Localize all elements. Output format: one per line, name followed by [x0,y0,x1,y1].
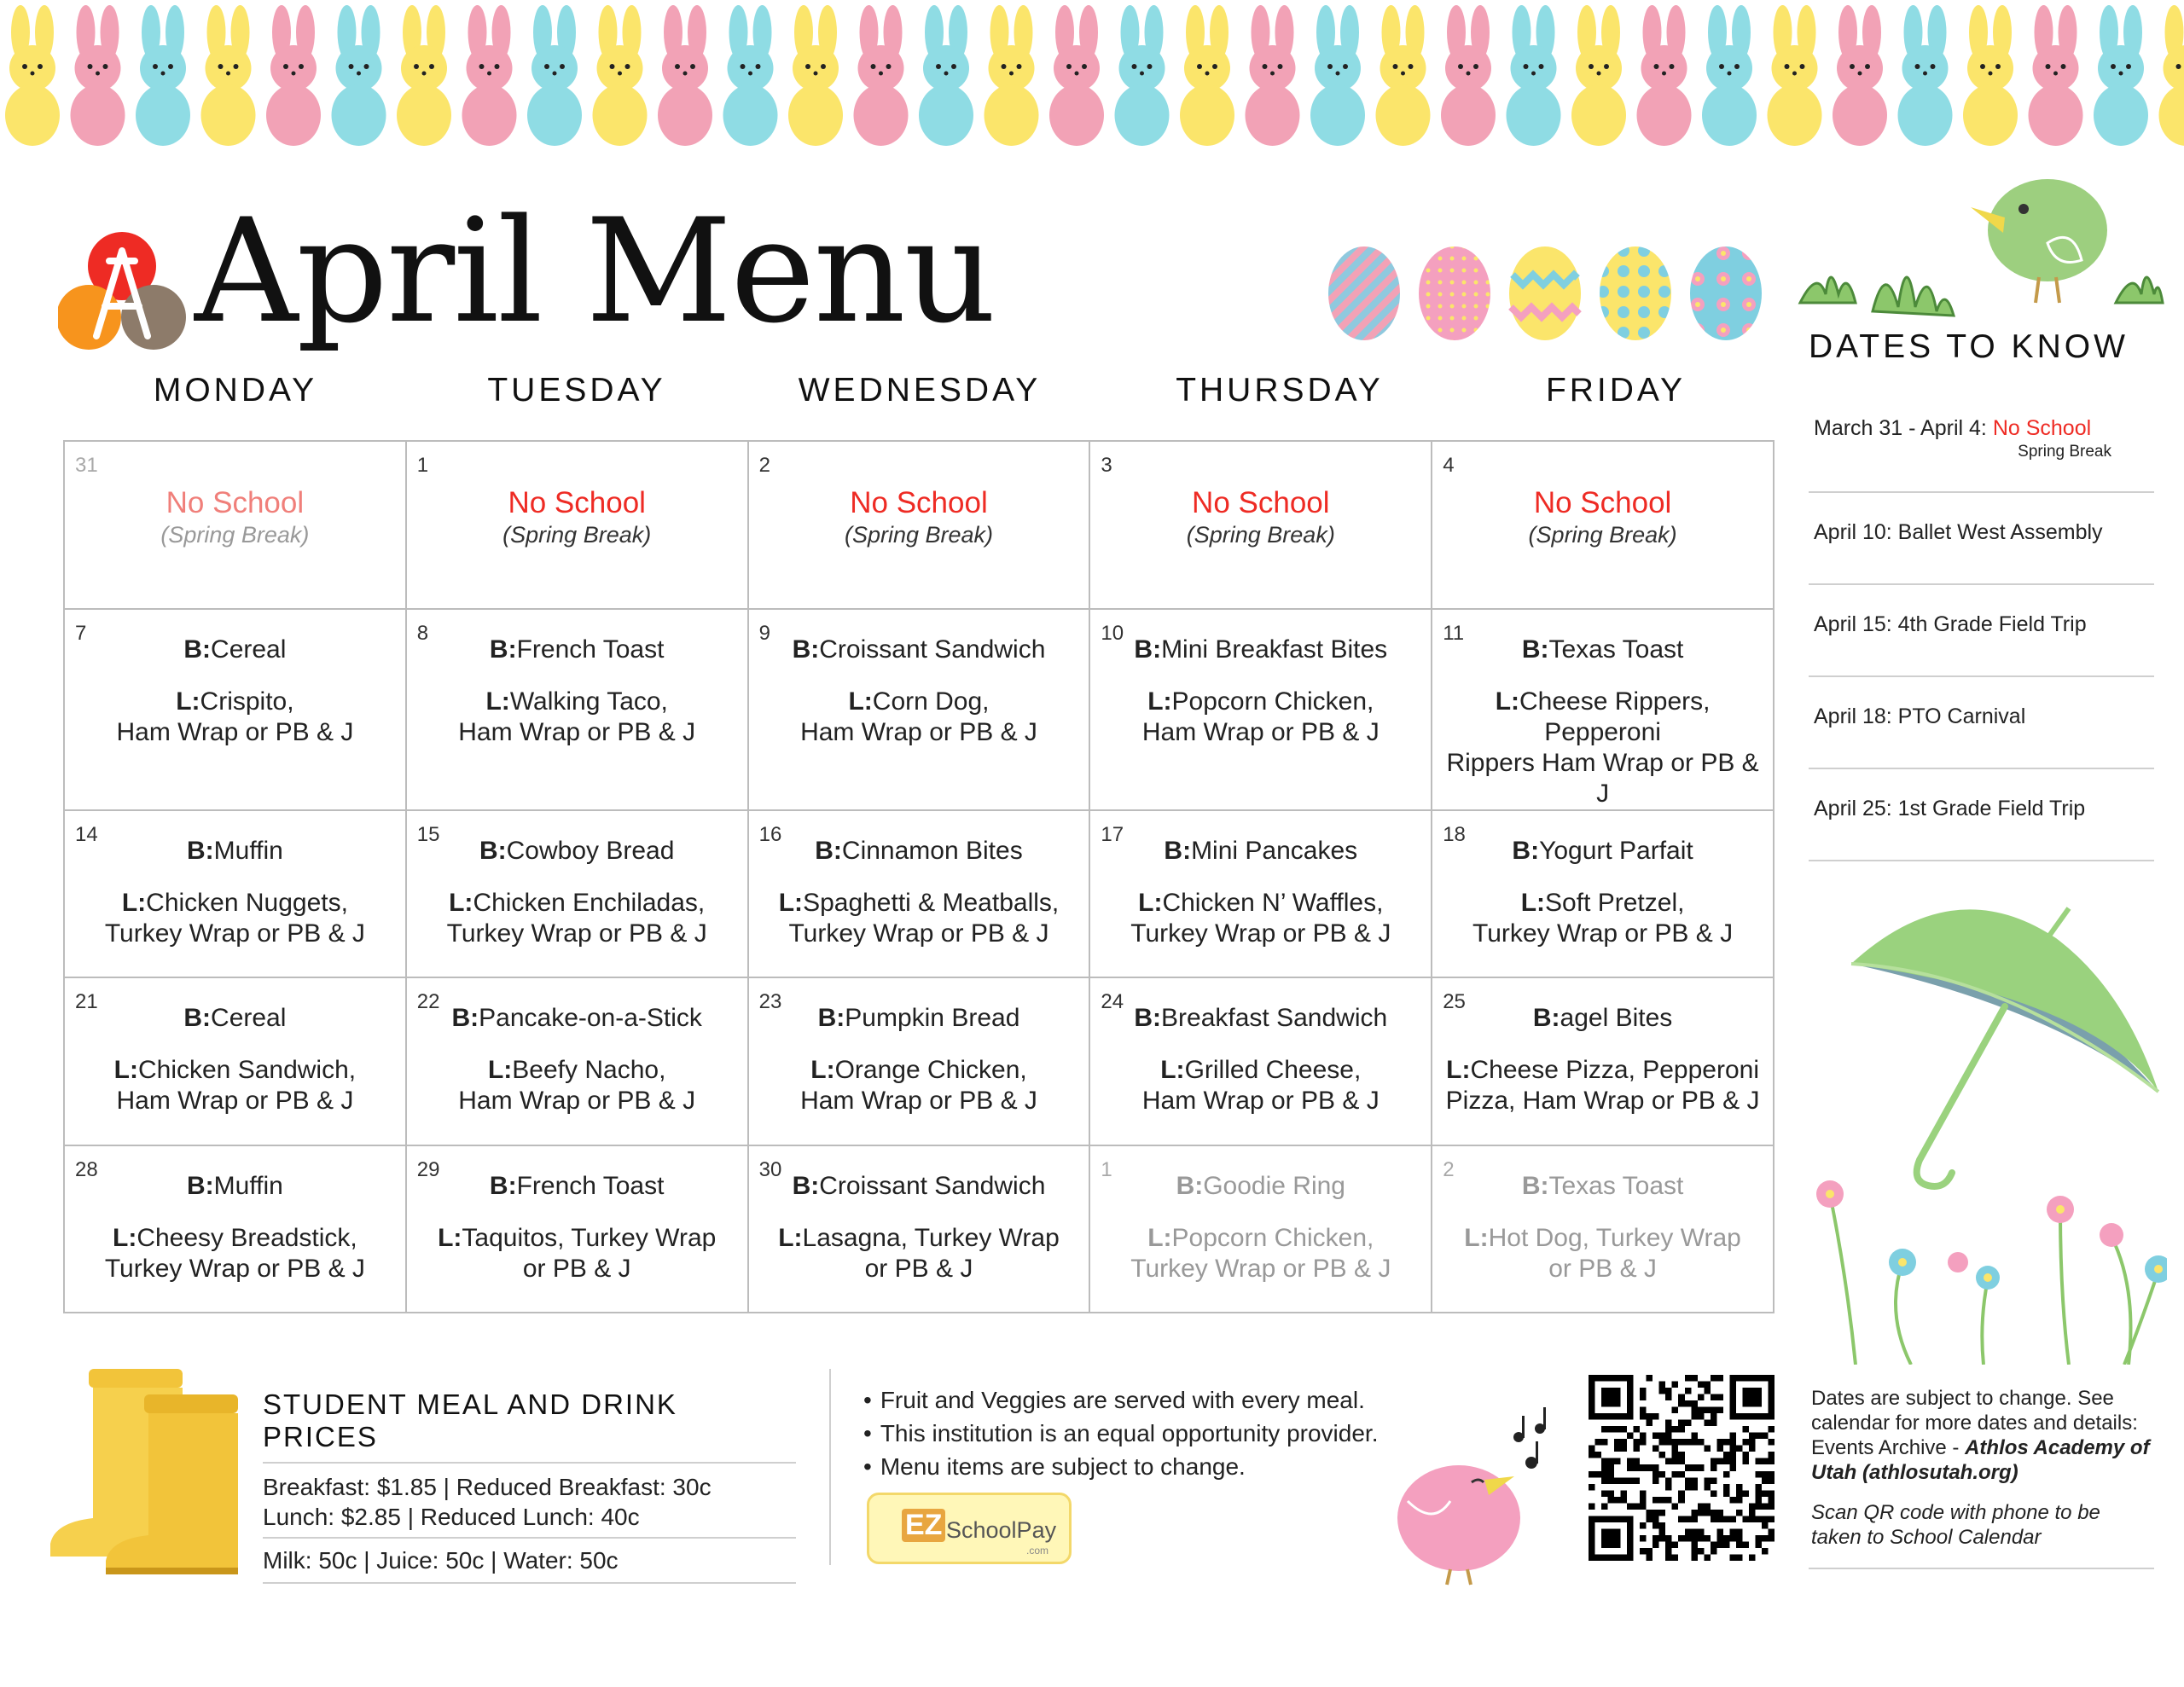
breakfast-text: Cinnamon Bites [841,836,1023,865]
breakfast-prefix: B: [792,635,820,664]
breakfast-item [1101,837,1420,866]
bunny-icon [1571,5,1626,146]
lunch-text-2: Rippers Ham Wrap or PB & J [1446,748,1759,808]
breakfast-prefix: B: [817,1004,845,1032]
lunch-text-2: or PB & J [1548,1254,1657,1283]
breakfast-prefix: B: [479,836,507,865]
calendar-day-cell [407,610,749,811]
calendar-day-cell [1432,811,1774,979]
lunch-text-2: Ham Wrap or PB & J [1141,717,1380,746]
breakfast-prefix: B: [792,1171,820,1200]
breakfast-text: Texas Toast [1548,1171,1684,1200]
divider [1809,1568,2154,1569]
lunch-text-2: Ham Wrap or PB & J [116,1087,354,1115]
ezpay-com: .com [1025,1545,1048,1557]
lunch-item [759,1223,1079,1284]
calendar-day-cell [1432,610,1774,811]
lunch-prefix: L: [1495,687,1520,716]
lunch-text: Beefy Nacho, [512,1056,666,1084]
lunch-item [75,888,395,949]
day-number: 21 [75,990,98,1013]
day-header-tuesday: TUESDAY [487,372,666,409]
lunch-item [1101,1055,1420,1116]
bunny-icon [266,5,321,146]
lunch-prefix: L: [848,687,873,716]
lunch-item [759,888,1079,949]
bunny-icon [1246,5,1300,146]
breakfast-item [759,635,1079,664]
flowers-icon [1800,1168,2167,1365]
calendar-day-cell [65,811,407,979]
calendar-day-cell [749,442,1091,610]
note-item: • This institution is an equal opportunity provider. [863,1417,1409,1450]
calendar-day-cell [1090,442,1432,610]
breakfast-text: Croissant Sandwich [819,1171,1046,1200]
breakfast-prefix: B: [1134,1004,1162,1032]
easter-eggs-icon [1327,241,1762,343]
day-number: 23 [758,990,782,1013]
lunch-text: Crispito, [200,687,294,716]
lunch-prefix: L: [449,888,473,917]
bunny-icon [1637,5,1692,146]
breakfast-text: Yogurt Parfait [1539,836,1693,865]
calendar-day-cell [65,978,407,1146]
lunch-item [75,1223,395,1284]
no-school-label: No School [850,486,988,519]
breakfast-prefix: B: [1521,635,1549,664]
breakfast-item [75,635,395,664]
lunch-text: Cheese Pizza, Pepperoni [1470,1056,1760,1084]
date-item [1809,769,2154,861]
lunch-text-2: Ham Wrap or PB & J [116,717,354,746]
lunch-prefix: L: [1464,1223,1489,1252]
bunny-icon [593,5,648,146]
breakfast-item [75,1172,395,1201]
day-header-friday: FRIDAY [1545,372,1687,409]
lunch-item [75,687,395,748]
lunch-prefix: L: [438,1223,462,1252]
day-number: 29 [416,1157,440,1181]
bunny-icon [1441,5,1496,146]
lunch-prefix: L: [1138,888,1163,917]
spring-break-label: (Spring Break) [844,522,994,548]
breakfast-text: Mini Pancakes [1191,836,1358,865]
lunch-text: Hot Dog, Turkey Wrap [1488,1223,1741,1252]
lunch-text: Soft Pretzel, [1545,888,1685,917]
day-number: 10 [1101,621,1124,645]
bunny-icon [1833,5,1887,146]
breakfast-item [1101,1172,1420,1201]
singing-bird-icon [1391,1399,1561,1586]
lunch-item [1443,1223,1763,1284]
lunch-text: Chicken Enchiladas, [473,888,706,917]
lunch-text: Chicken N’ Waffles, [1162,888,1384,917]
day-number: 17 [1101,822,1124,846]
breakfast-item [1101,635,1420,664]
breakfast-prefix: B: [489,1171,517,1200]
lunch-text: Chicken Nuggets, [146,888,348,917]
menu-notes [863,1383,1409,1483]
breakfast-text: French Toast [516,635,665,664]
lunch-item [417,1055,737,1116]
lunch-text-2: Ham Wrap or PB & J [458,717,696,746]
day-number: 30 [758,1157,782,1181]
bunny-icon [1507,5,1561,146]
bunny-icon [788,5,843,146]
bunny-icon [1376,5,1431,146]
calendar-day-cell [749,811,1091,979]
menu-calendar-grid [63,440,1774,1313]
date-sub: Spring Break [2018,443,2111,461]
date-item [1809,401,2154,493]
date-text: April 15: 4th Grade Field Trip [1814,612,2087,636]
breakfast-text: Cereal [211,635,287,664]
bunny-icon [2029,5,2083,146]
lunch-prefix: L: [121,888,147,917]
lunch-prefix: L: [1147,687,1172,716]
lunch-text: Popcorn Chicken, [1171,1223,1374,1252]
calendar-day-cell [65,442,407,610]
lunch-text-2: or PB & J [864,1254,973,1283]
day-number: 18 [1443,822,1466,846]
day-number: 24 [1101,990,1124,1013]
breakfast-prefix: B: [1532,1004,1560,1032]
day-number: 1 [416,454,429,477]
lunch-text-2: Pizza, Ham Wrap or PB & J [1445,1087,1760,1115]
breakfast-item [75,1004,395,1033]
spring-break-label: (Spring Break) [502,522,652,548]
breakfast-prefix: B: [186,836,214,865]
lunch-text: Popcorn Chicken, [1171,687,1374,716]
date-item [1809,677,2154,769]
note-item: • Menu items are subject to change. [863,1450,1409,1483]
lunch-text-2: Turkey Wrap or PB & J [1130,919,1391,948]
bunny-icon [723,5,778,146]
lunch-prefix: L: [810,1056,835,1084]
bunny-icon [919,5,973,146]
lunch-item [759,687,1079,748]
lunch-text: Grilled Cheese, [1184,1056,1362,1084]
breakfast-text: Cowboy Bread [506,836,675,865]
bunny-icon [136,5,190,146]
breakfast-item [1443,1172,1763,1201]
day-number: 2 [758,454,770,477]
breakfast-prefix: B: [1134,635,1162,664]
date-text: April 25: 1st Grade Field Trip [1814,797,2086,820]
lunch-prefix: L: [176,687,200,716]
calendar-day-cell [1432,442,1774,610]
breakfast-text: Goodie Ring [1203,1171,1345,1200]
bunny-icon [462,5,517,146]
day-number: 11 [1443,621,1465,645]
breakfast-text: Breakfast Sandwich [1161,1004,1388,1032]
bunny-icon [2094,5,2148,146]
no-school-label: No School [1533,486,1672,519]
lunch-prefix: L: [113,1223,137,1252]
breakfast-text: Muffin [213,836,283,865]
meal-prices [263,1388,796,1584]
calendar-day-cell [1090,978,1432,1146]
breakfast-item [759,837,1079,866]
umbrella-icon [1834,904,2175,1194]
lunch-prefix: L: [113,1056,138,1084]
disclaimer-text: Dates are subject to change. See calendar for more dates and details: Events Archive - [1811,1387,2138,1459]
bunny-icon [854,5,909,146]
breakfast-text: French Toast [516,1171,665,1200]
athlos-logo-icon [58,225,186,353]
lunch-text: Spaghetti & Meatballs, [803,888,1060,917]
day-number: 2 [1443,1157,1455,1181]
dates-to-know-title: DATES TO KNOW [1809,328,2129,365]
calendar-day-cell [65,610,407,811]
bunny-icon [201,5,256,146]
calendar-day-cell [749,1146,1091,1314]
breakfast-item [417,1172,737,1201]
bunny-icon [71,5,125,146]
breakfast-prefix: B: [451,1004,479,1032]
lunch-text: Lasagna, Turkey Wrap [802,1223,1060,1252]
bunny-icon [1898,5,1953,146]
lunch-item [1443,1055,1763,1116]
lunch-item [1101,1223,1420,1284]
date-text: March 31 - April 4: [1814,416,1993,440]
day-number: 7 [75,621,87,645]
bunny-icon [2159,5,2184,146]
date-text: April 10: Ballet West Assembly [1814,520,2103,544]
breakfast-text: Mini Breakfast Bites [1161,635,1388,664]
breakfast-item [75,837,395,866]
lunch-item [1443,687,1763,809]
calendar-day-cell [407,1146,749,1314]
breakfast-text: Texas Toast [1548,635,1684,664]
day-number: 15 [416,822,440,846]
day-number: 4 [1443,454,1455,477]
calendar-day-cell [407,978,749,1146]
bunny-icon [985,5,1039,146]
bird-and-grass-icon [1792,166,2167,320]
bunny-icon [658,5,712,146]
breakfast-text: Croissant Sandwich [819,635,1046,664]
breakfast-item [1443,837,1763,866]
lunch-text-2: Turkey Wrap or PB & J [104,1254,365,1283]
prices-title: STUDENT MEAL AND DRINK PRICES [263,1388,796,1464]
lunch-text-2: Turkey Wrap or PB & J [446,919,707,948]
calendar-day-cell [749,610,1091,811]
no-school-label: No School [508,486,646,519]
lunch-prefix: L: [1446,1056,1471,1084]
disclaimer [1811,1386,2152,1550]
lunch-item [1101,687,1420,748]
spring-break-label: (Spring Break) [1528,522,1677,548]
breakfast-item [417,1004,737,1033]
spring-break-label: (Spring Break) [1186,522,1335,548]
calendar-day-cell [407,442,749,610]
calendar-day-cell [65,1146,407,1314]
breakfast-prefix: B: [1164,836,1192,865]
breakfast-item [417,635,737,664]
page-title: April Menu [195,188,995,355]
day-number: 22 [416,990,440,1013]
calendar-day-cell [1090,610,1432,811]
lunch-prefix: L: [487,1056,513,1084]
lunch-item [75,1055,395,1116]
ezpay-name: SchoolPay [946,1517,1057,1543]
lunch-prefix: L: [778,888,804,917]
day-header-monday: MONDAY [153,372,318,409]
lunch-text-2: Turkey Wrap or PB & J [1472,919,1734,948]
breakfast-text: Pumpkin Bread [845,1004,1020,1032]
lunch-text: Taquitos, Turkey Wrap [462,1223,717,1252]
lunch-text: Orange Chicken, [834,1056,1027,1084]
day-number: 14 [75,822,98,846]
bunny-icon [1963,5,2018,146]
breakfast-prefix: B: [489,635,517,664]
prices-line: Breakfast: $1.85 | Reduced Breakfast: 30c [263,1474,712,1500]
prices-line: Milk: 50c | Juice: 50c | Water: 50c [263,1545,796,1584]
lunch-text-2: Turkey Wrap or PB & J [788,919,1049,948]
lunch-prefix: L: [1160,1056,1185,1084]
bunny-icon [5,5,60,146]
bunny-icon [1310,5,1365,146]
ezpay-ez: EZ [902,1509,945,1542]
bunny-icon [332,5,386,146]
day-header-thursday: THURSDAY [1176,372,1384,409]
day-number: 25 [1443,990,1466,1013]
qr-code-icon[interactable] [1589,1375,1774,1561]
lunch-text: Walking Taco, [509,687,668,716]
bunny-icon [1702,5,1757,146]
date-item [1809,585,2154,677]
day-number: 28 [75,1157,98,1181]
no-school-label: No School [1192,486,1330,519]
breakfast-prefix: B: [186,1171,214,1200]
day-number: 8 [416,621,429,645]
breakfast-prefix: B: [183,635,212,664]
lunch-text: Chicken Sandwich, [137,1056,357,1084]
prices-line: Lunch: $2.85 | Reduced Lunch: 40c [263,1502,796,1539]
calendar-day-cell [407,811,749,979]
breakfast-text: Muffin [213,1171,283,1200]
lunch-text-2: Ham Wrap or PB & J [1141,1087,1380,1115]
lunch-prefix: L: [485,687,510,716]
lunch-prefix: L: [1147,1223,1172,1252]
lunch-item [417,888,737,949]
lunch-item [759,1055,1079,1116]
day-header-wednesday: WEDNESDAY [798,372,1042,409]
calendar-day-cell [1090,1146,1432,1314]
ezschoolpay-logo[interactable] [867,1493,1072,1564]
bunny-icon [397,5,451,146]
lunch-prefix: L: [778,1223,803,1252]
breakfast-item [759,1172,1079,1201]
lunch-item [417,687,737,748]
calendar-day-cell [1432,978,1774,1146]
qr-note: Scan QR code with phone to be taken to School Calendar [1811,1501,2100,1549]
lunch-text: Cheese Rippers, Pepperoni [1519,687,1711,746]
lunch-text-2: or PB & J [522,1254,631,1283]
note-item: • Fruit and Veggies are served with every meal. [863,1383,1409,1417]
day-number: 16 [758,822,782,846]
breakfast-item [759,1004,1079,1033]
dates-to-know-list [1809,401,2154,861]
breakfast-text: Pancake-on-a-Stick [479,1004,702,1032]
calendar-day-cell [1432,1146,1774,1314]
lunch-text: Cheesy Breadstick, [136,1223,357,1252]
lunch-text-2: Turkey Wrap or PB & J [104,919,365,948]
date-item [1809,493,2154,585]
lunch-text: Corn Dog, [872,687,990,716]
breakfast-item [1443,1004,1763,1033]
breakfast-prefix: B: [1176,1171,1204,1200]
lunch-text-2: Ham Wrap or PB & J [800,1087,1037,1115]
calendar-day-cell [749,978,1091,1146]
lunch-item [1443,888,1763,949]
breakfast-prefix: B: [815,836,842,865]
breakfast-text: agel Bites [1560,1004,1673,1032]
date-highlight: No School [1992,416,2092,440]
breakfast-item [417,837,737,866]
lunch-text-2: Turkey Wrap or PB & J [1130,1254,1391,1283]
breakfast-item [1443,635,1763,664]
rain-boots-icon [38,1365,251,1578]
day-number: 9 [758,621,770,645]
lunch-item [417,1223,737,1284]
date-text: April 18: PTO Carnival [1814,704,2026,728]
lunch-text-2: Ham Wrap or PB & J [458,1087,696,1115]
bunny-garland [0,0,2184,154]
lunch-item [1101,888,1420,949]
breakfast-text: Cereal [211,1004,287,1032]
day-number: 31 [75,454,98,477]
day-number: 1 [1101,1157,1112,1181]
bunny-icon [527,5,582,146]
breakfast-prefix: B: [1512,836,1540,865]
spring-break-label: (Spring Break) [160,522,310,548]
calendar-day-cell [1090,811,1432,979]
lunch-prefix: L: [1520,888,1546,917]
disclaimer-link-text: Athlos Academy of Utah (athlosutah.org) [1811,1436,2150,1484]
bunny-icon [1180,5,1234,146]
bunny-icon [1049,5,1104,146]
lunch-text-2: Ham Wrap or PB & J [800,717,1037,746]
breakfast-item [1101,1004,1420,1033]
divider [829,1369,831,1565]
bunny-icon [1768,5,1822,146]
no-school-label: No School [166,486,305,519]
bunny-icon [1115,5,1170,146]
day-number: 3 [1101,454,1112,477]
breakfast-prefix: B: [1521,1171,1549,1200]
breakfast-prefix: B: [183,1004,212,1032]
